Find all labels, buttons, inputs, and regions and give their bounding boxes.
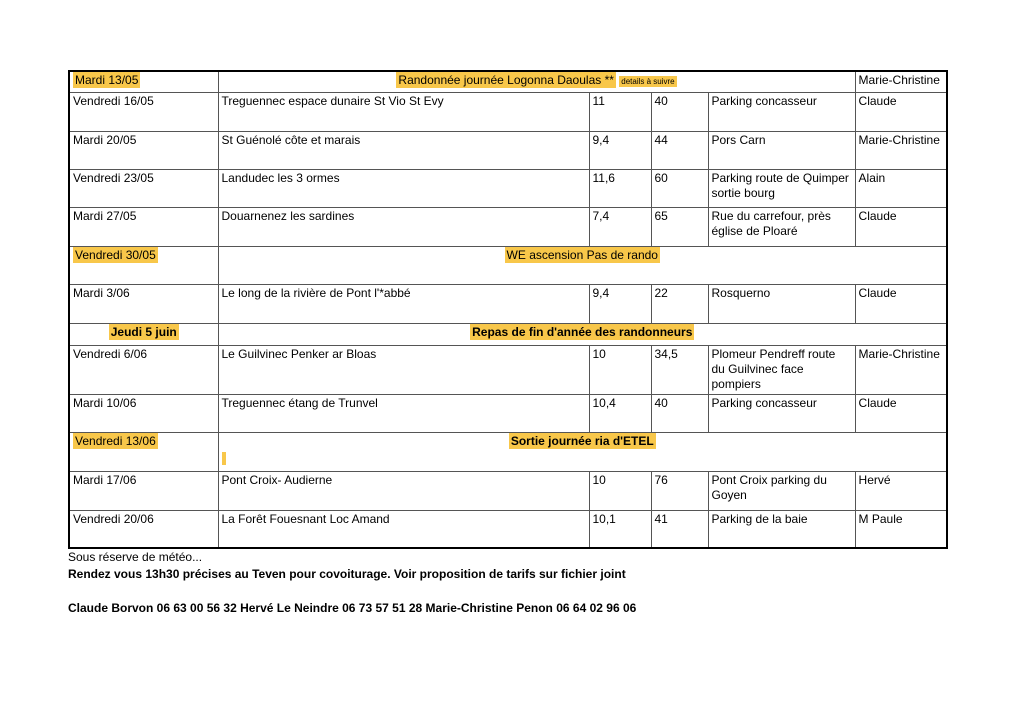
date-cell (69, 284, 218, 323)
distance-cell: 10 (589, 345, 651, 394)
date-cell (69, 432, 218, 471)
leader-cell: Alain (855, 169, 947, 207)
footer-note-meeting: Rendez vous 13h30 précises au Teven pour covoiturage. Voir proposition de tarifs sur fichier joint (68, 567, 626, 581)
banner-cell (218, 71, 855, 92)
leader-cell: Marie-Christine (855, 71, 947, 92)
highlighted-date: Mardi 3/06 (73, 285, 130, 300)
table-row (69, 394, 947, 432)
distance-cell: 10,1 (589, 510, 651, 548)
distance-cell: 10,4 (589, 394, 651, 432)
count-cell: 76 (651, 471, 708, 510)
banner-text: Randonnée journée Logonna Daoulas ** (398, 73, 614, 87)
date-cell (69, 131, 218, 169)
date-cell (69, 323, 218, 345)
date-cell (69, 169, 218, 207)
location-cell: Le long de la rivière de Pont l'*abbé (218, 284, 589, 323)
meeting-point-cell: Rue du carrefour, près église de Ploaré (708, 207, 855, 246)
banner-text: Sortie journée ria d'ETEL (510, 433, 654, 448)
leader-cell: Claude (855, 207, 947, 246)
meeting-point-cell: Parking route de Quimper sortie bourg (708, 169, 855, 207)
table-row (69, 345, 947, 394)
highlighted-date: Vendredi 6/06 (73, 346, 148, 361)
highlighted-date: Jeudi 5 juin (110, 324, 177, 339)
location-cell: Treguennec espace dunaire St Vio St Evy (218, 92, 589, 131)
date-cell (69, 92, 218, 131)
location-cell: Landudec les 3 ormes (218, 169, 589, 207)
banner-smalltext: details à suivre (621, 77, 675, 86)
table-row (69, 92, 947, 131)
count-cell: 40 (651, 92, 708, 131)
banner-cell (218, 432, 947, 471)
table-row (69, 131, 947, 169)
banner-line (222, 73, 852, 89)
distance-cell: 9,4 (589, 131, 651, 169)
location-cell: Le Guilvinec Penker ar Bloas (218, 345, 589, 394)
location-cell: Treguennec étang de Trunvel (218, 394, 589, 432)
highlighted-date: Mardi 27/05 (73, 208, 137, 223)
distance-cell: 10 (589, 471, 651, 510)
banner-row (69, 246, 947, 284)
leader-cell: Hervé (855, 471, 947, 510)
date-cell (69, 207, 218, 246)
count-cell: 40 (651, 394, 708, 432)
count-cell: 44 (651, 131, 708, 169)
highlighted-date: Vendredi 23/05 (73, 170, 154, 185)
banner-line (222, 434, 944, 449)
table-row (69, 169, 947, 207)
cursor-line (222, 452, 944, 469)
highlighted-date: Mardi 17/06 (73, 472, 137, 487)
highlighted-date: Mardi 10/06 (73, 395, 137, 410)
leader-cell: Claude (855, 284, 947, 323)
highlighted-date: Vendredi 20/06 (73, 511, 154, 526)
highlighted-date: Vendredi 30/05 (75, 247, 156, 262)
count-cell: 65 (651, 207, 708, 246)
date-cell (69, 345, 218, 394)
highlighted-date: Mardi 13/05 (75, 73, 139, 87)
banner-row (69, 323, 947, 345)
location-cell: Pont Croix- Audierne (218, 471, 589, 510)
leader-cell: Claude (855, 394, 947, 432)
count-cell: 60 (651, 169, 708, 207)
banner-line (222, 325, 944, 340)
table-row (69, 471, 947, 510)
banner-row (69, 432, 947, 471)
highlighted-date: Mardi 20/05 (73, 132, 137, 147)
cursor-mark (222, 452, 226, 465)
banner-line (222, 248, 944, 263)
banner-cell (218, 246, 947, 284)
date-cell (69, 510, 218, 548)
footer-notes (68, 549, 968, 617)
meeting-point-cell: Parking concasseur (708, 92, 855, 131)
distance-cell: 11 (589, 92, 651, 131)
leader-cell: Claude (855, 92, 947, 131)
location-cell: Douarnenez les sardines (218, 207, 589, 246)
leader-cell: Marie-Christine (855, 345, 947, 394)
date-cell (69, 471, 218, 510)
meeting-point-cell: Parking concasseur (708, 394, 855, 432)
meeting-point-cell: Plomeur Pendreff route du Guilvinec face pompiers (708, 345, 855, 394)
schedule-table (68, 70, 948, 549)
table-row (69, 284, 947, 323)
meeting-point-cell: Parking de la baie (708, 510, 855, 548)
banner-text: WE ascension Pas de rando (506, 247, 658, 262)
banner-cell (218, 323, 947, 345)
banner-text: Repas de fin d'année des randonneurs (472, 324, 693, 339)
count-cell: 41 (651, 510, 708, 548)
meeting-point-cell: Rosquerno (708, 284, 855, 323)
highlighted-date: Vendredi 16/05 (73, 93, 154, 108)
count-cell: 34,5 (651, 345, 708, 394)
date-cell (69, 71, 218, 92)
leader-cell: Marie-Christine (855, 131, 947, 169)
footer-contacts: Claude Borvon 06 63 00 56 32 Hervé Le Neindre 06 73 57 51 28 Marie-Christine Penon 06 64 02 96 06 (68, 601, 637, 615)
distance-cell: 9,4 (589, 284, 651, 323)
footer-note-weather: Sous réserve de météo... (68, 550, 203, 564)
meeting-point-cell: Pors Carn (708, 131, 855, 169)
date-cell (69, 394, 218, 432)
table-row (69, 510, 947, 548)
location-cell: St Guénolé côte et marais (218, 131, 589, 169)
table-row (69, 207, 947, 246)
count-cell: 22 (651, 284, 708, 323)
leader-cell: M Paule (855, 510, 947, 548)
meeting-point-cell: Pont Croix parking du Goyen (708, 471, 855, 510)
distance-cell: 7,4 (589, 207, 651, 246)
location-cell: La Forêt Fouesnant Loc Amand (218, 510, 589, 548)
distance-cell: 11,6 (589, 169, 651, 207)
banner-row (69, 71, 947, 92)
highlighted-date: Vendredi 13/06 (75, 433, 156, 448)
date-cell (69, 246, 218, 284)
